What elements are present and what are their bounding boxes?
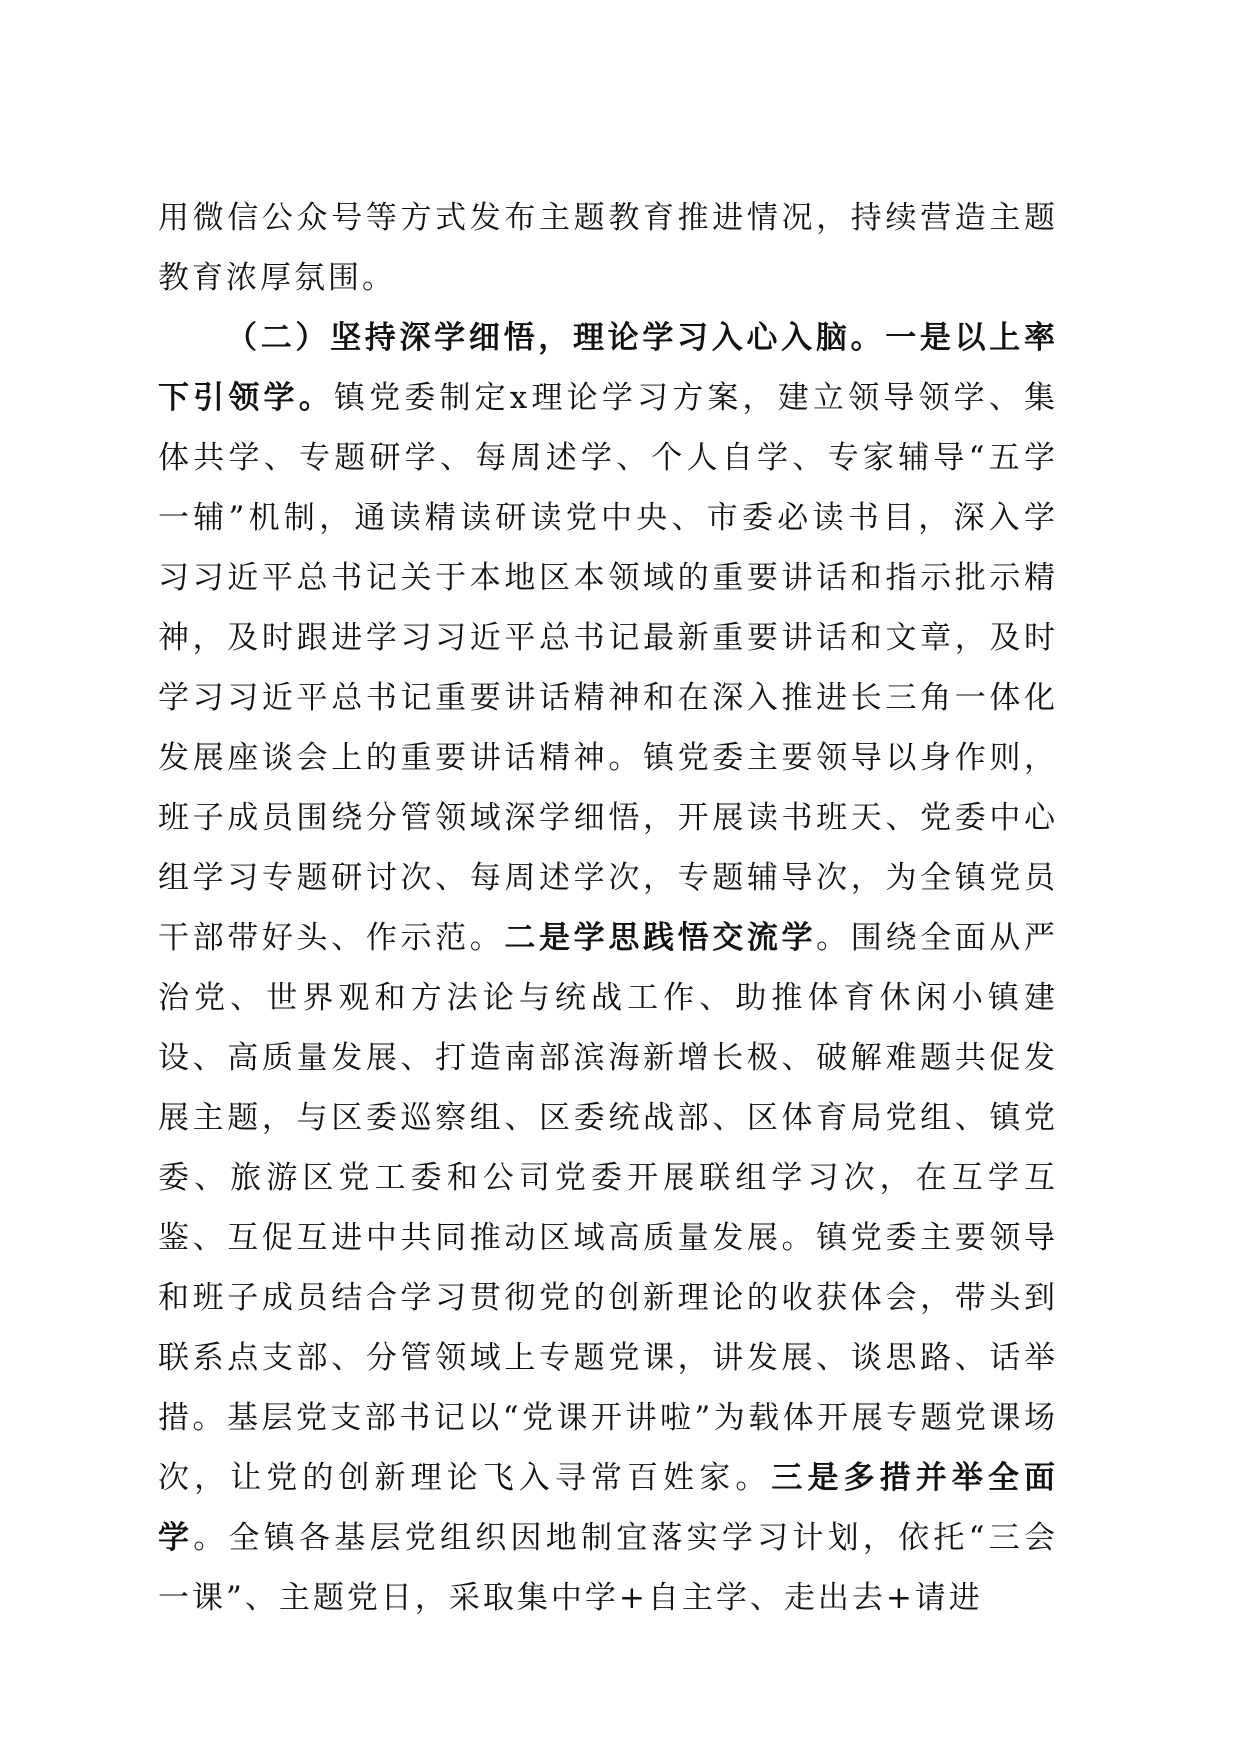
item-one-label: 一是以上率下引领学。 [158, 320, 1059, 416]
item-two-label: 二是学思践悟交流学 [504, 920, 817, 956]
section-two-paragraph [158, 308, 1058, 1628]
item-three-text: 。全镇各基层党组织因地制宜落实学习计划，依托“三会一课”、主题党日，采取集中学+自主学、走出去+请进 [158, 1520, 1058, 1616]
item-one-text: 镇党委制定x理论学习方案，建立领导领学、集体共学、专题研学、每周述学、个人自学、专家辅导“五学一辅”机制，通读精读研读党中央、市委必读书目，深入学习习近平总书记关于本地区本领域的重要讲话和指示批示精神，及时跟进学习习近平总书记最新重要讲话和文章，及时学习习近平总书记重要讲话精神和在深入推进长三角一体化发展座谈会上的重要讲话精神。镇党委主要领导以身作则，班子成员围绕分管领域深学细悟，开展读书班天、党委中心组学习专题研讨次、每周述学次，专题辅导次，为全镇党员干部带好头、作示范。 [158, 380, 1058, 956]
document-body [158, 188, 1058, 1628]
item-three-label: 三是多措并举全面学 [158, 1460, 1059, 1556]
item-two-text: 。围绕全面从严治党、世界观和方法论与统战工作、助推体育休闲小镇建设、高质量发展、打造南部滨海新增长极、破解难题共促发展主题，与区委巡察组、区委统战部、区体育局党组、镇党委、旅游区党工委和公司党委开展联组学习次，在互学互鉴、互促互进中共同推动区域高质量发展。镇党委主要领导和班子成员结合学习贯彻党的创新理论的收获体会，带头到联系点支部、分管领域上专题党课，讲发展、谈思路、话举措。基层党支部书记以“党课开讲啦”为载体开展专题党课场次，让党的创新理论飞入寻常百姓家。 [158, 920, 1059, 1496]
paragraph-continuation: 用微信公众号等方式发布主题教育推进情况，持续营造主题教育浓厚氛围。 [158, 200, 1058, 296]
section-heading: （二）坚持深学细悟，理论学习入心入脑。 [226, 320, 886, 356]
